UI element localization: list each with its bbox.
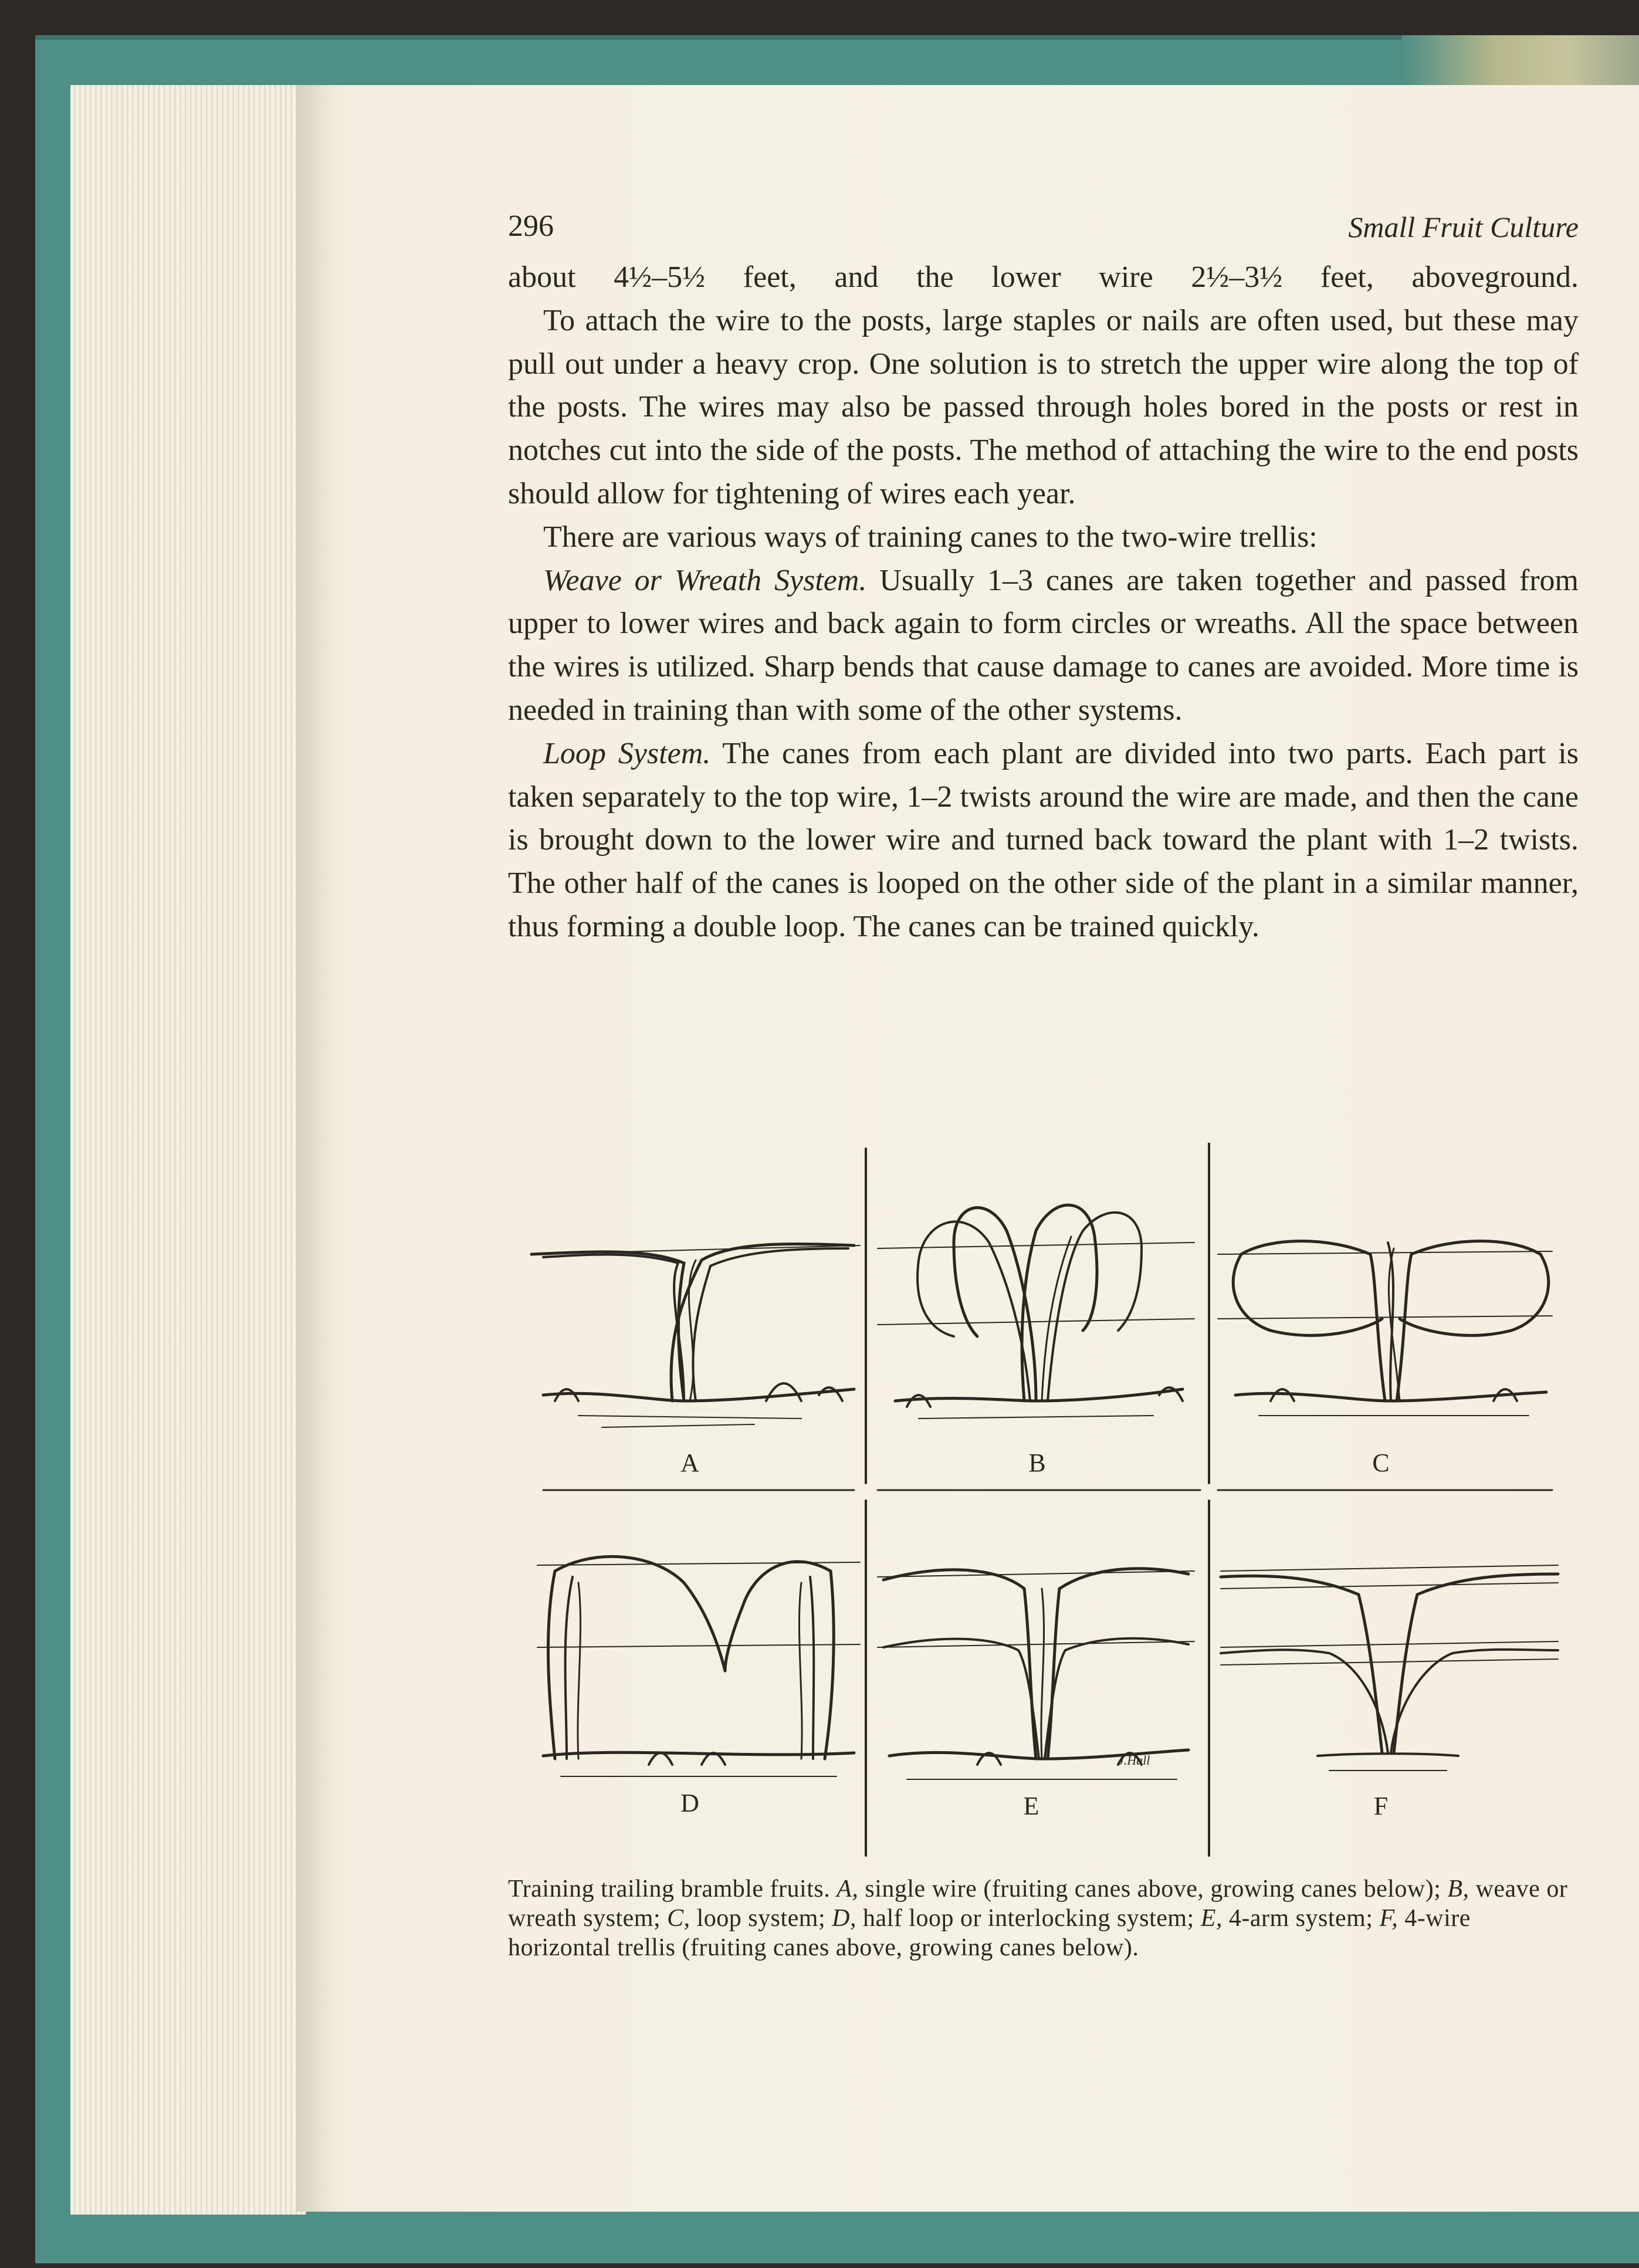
paragraph: There are various ways of training canes to the two-wire trellis: [543,520,1318,554]
panel-label-f: F [1373,1792,1389,1820]
running-title: Small Fruit Culture [1348,211,1579,243]
trellis-illustration [508,1143,1579,1864]
panel-label-c: C [1372,1448,1390,1477]
paragraph: about 4½–5½ feet, and the lower wire 2½–3½ feet, aboveground. [508,260,1579,294]
page-number: 296 [508,209,554,243]
paragraph: To attach the wire to the posts, large staples or nails are often used, but these may pull out under a heavy crop. One solution is to stretch the upper wire along the top of the posts. The wires may also be passed through holes bored in the posts or rest in notches cut into the side of the posts. The method of attaching the wire to the end posts should allow for tightening of wires each year. [508,303,1579,510]
panel-f-drawing [1221,1565,1558,1771]
paragraph: Weave or Wreath System. Usually 1–3 canes are taken together and passed from upper to lower wires and back again to form circles or wreaths. All the space between the wires is utilized. Sharp bends that cause damage to canes are avoided. More time is needed in training than with some of the other systems. [508,563,1579,727]
paragraph: Loop System. The canes from each plant are divided into two parts. Each part is taken separately to the top wire, 1–2 twists around the wire are made, and then the cane is brought down to the lower wire and turned back toward the plant with 1–2 twists. The other half of the canes is looped on the other side of the plant in a similar manner, thus forming a double loop. The canes can be trained quickly. [508,736,1579,943]
panel-label-b: B [1028,1448,1046,1477]
section-lead: Weave or Wreath System. [543,563,867,597]
panel-label-e: E [1023,1792,1039,1820]
page-stack-edges [70,85,306,2215]
artist-signature: J.Hall [1118,1753,1150,1768]
panel-d-drawing [537,1556,860,1776]
book-spine-edge [1402,35,1639,88]
body-text [508,256,1579,949]
running-head [508,209,1579,244]
gutter-shadow [296,85,331,2212]
panel-a-drawing [531,1244,860,1427]
trellis-figure [508,1143,1579,1864]
panel-label-d: D [680,1789,699,1817]
panel-label-a: A [680,1448,699,1477]
panel-c-drawing [1218,1241,1552,1416]
panel-b-drawing [878,1205,1194,1419]
panel-e-drawing [878,1569,1194,1779]
section-lead: Loop System. [543,736,711,770]
figure-caption: Training trailing bramble fruits. A, single wire (fruiting canes above, growing canes below); B, weave or wreath system; C, loop system; D, half loop or interlocking system; E, 4-arm system; F, 4-wire horizontal trellis (fruiting canes above, growing canes below). [508,1876,1568,1961]
